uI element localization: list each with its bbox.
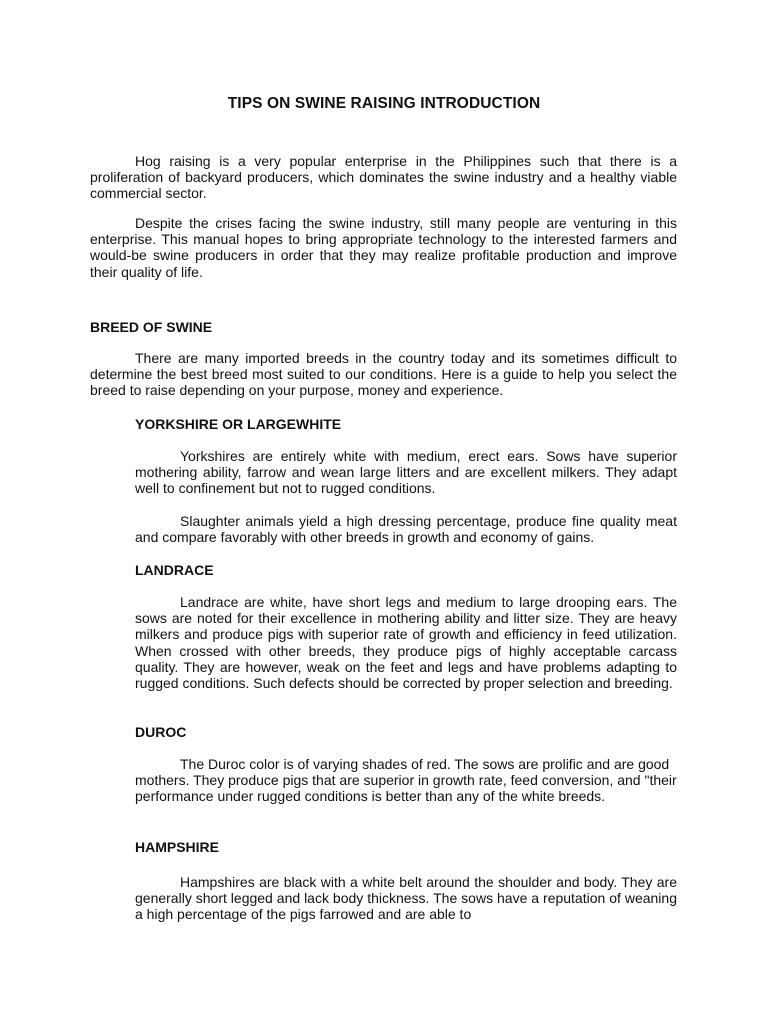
hampshire-paragraph: Hampshires are black with a white belt around the shoulder and body. They are generally short legged and lack body thickness. The sows have a reputation of weaning a high percentage of the pigs farrowed and are able to [135,874,677,923]
document-title: TIPS ON SWINE RAISING INTRODUCTION [227,95,541,112]
intro-paragraph-1: Hog raising is a very popular enterprise in the Philippines such that there is a proliferation of backyard producers, which dominates the swine industry and a healthy viable commercial sector. [90,153,677,202]
breed-section-paragraph: There are many imported breeds in the country today and its sometimes difficult to determine the best breed most suited to our conditions. Here is a guide to help you select the breed to raise depending on your purpose, money and experience. [90,350,677,399]
breed-section-heading: BREED OF SWINE [90,319,213,335]
breed-heading-duroc: DUROC [135,724,187,740]
landrace-paragraph: Landrace are white, have short legs and medium to large drooping ears. The sows are noted for their excellence in mothering ability and litter size. They are heavy milkers and produce pigs with superior rate of growth and efficiency in feed utilization. When crossed with other breeds, they produce pigs of highly acceptable carcass quality. They are however, weak on the feet and legs and have problems adapting to rugged conditions. Such defects should be corrected by proper selection and breeding. [135,594,677,692]
yorkshire-paragraph-2: Slaughter animals yield a high dressing percentage, produce fine quality meat and compare favorably with other breeds in growth and economy of gains. [135,513,677,546]
intro-paragraph-2: Despite the crises facing the swine industry, still many people are venturing in this enterprise. This manual hopes to bring appropriate technology to the interested farmers and would-be swine producers in order that they may realize profitable production and improve their quality of life. [90,215,677,280]
breed-heading-landrace: LANDRACE [135,562,214,578]
duroc-paragraph: The Duroc color is of varying shades of red. The sows are prolific and are good mothers. They produce pigs that are superior in growth rate, feed conversion, and "their performance under rugged conditions is better than any of the white breeds. [135,756,677,805]
yorkshire-paragraph-1: Yorkshires are entirely white with medium, erect ears. Sows have superior mothering ability, farrow and wean large litters and are excellent milkers. They adapt well to confinement but not to rugged conditions. [135,448,677,497]
breed-heading-hampshire: HAMPSHIRE [135,839,220,855]
breed-heading-yorkshire: YORKSHIRE OR LARGEWHITE [135,416,342,432]
